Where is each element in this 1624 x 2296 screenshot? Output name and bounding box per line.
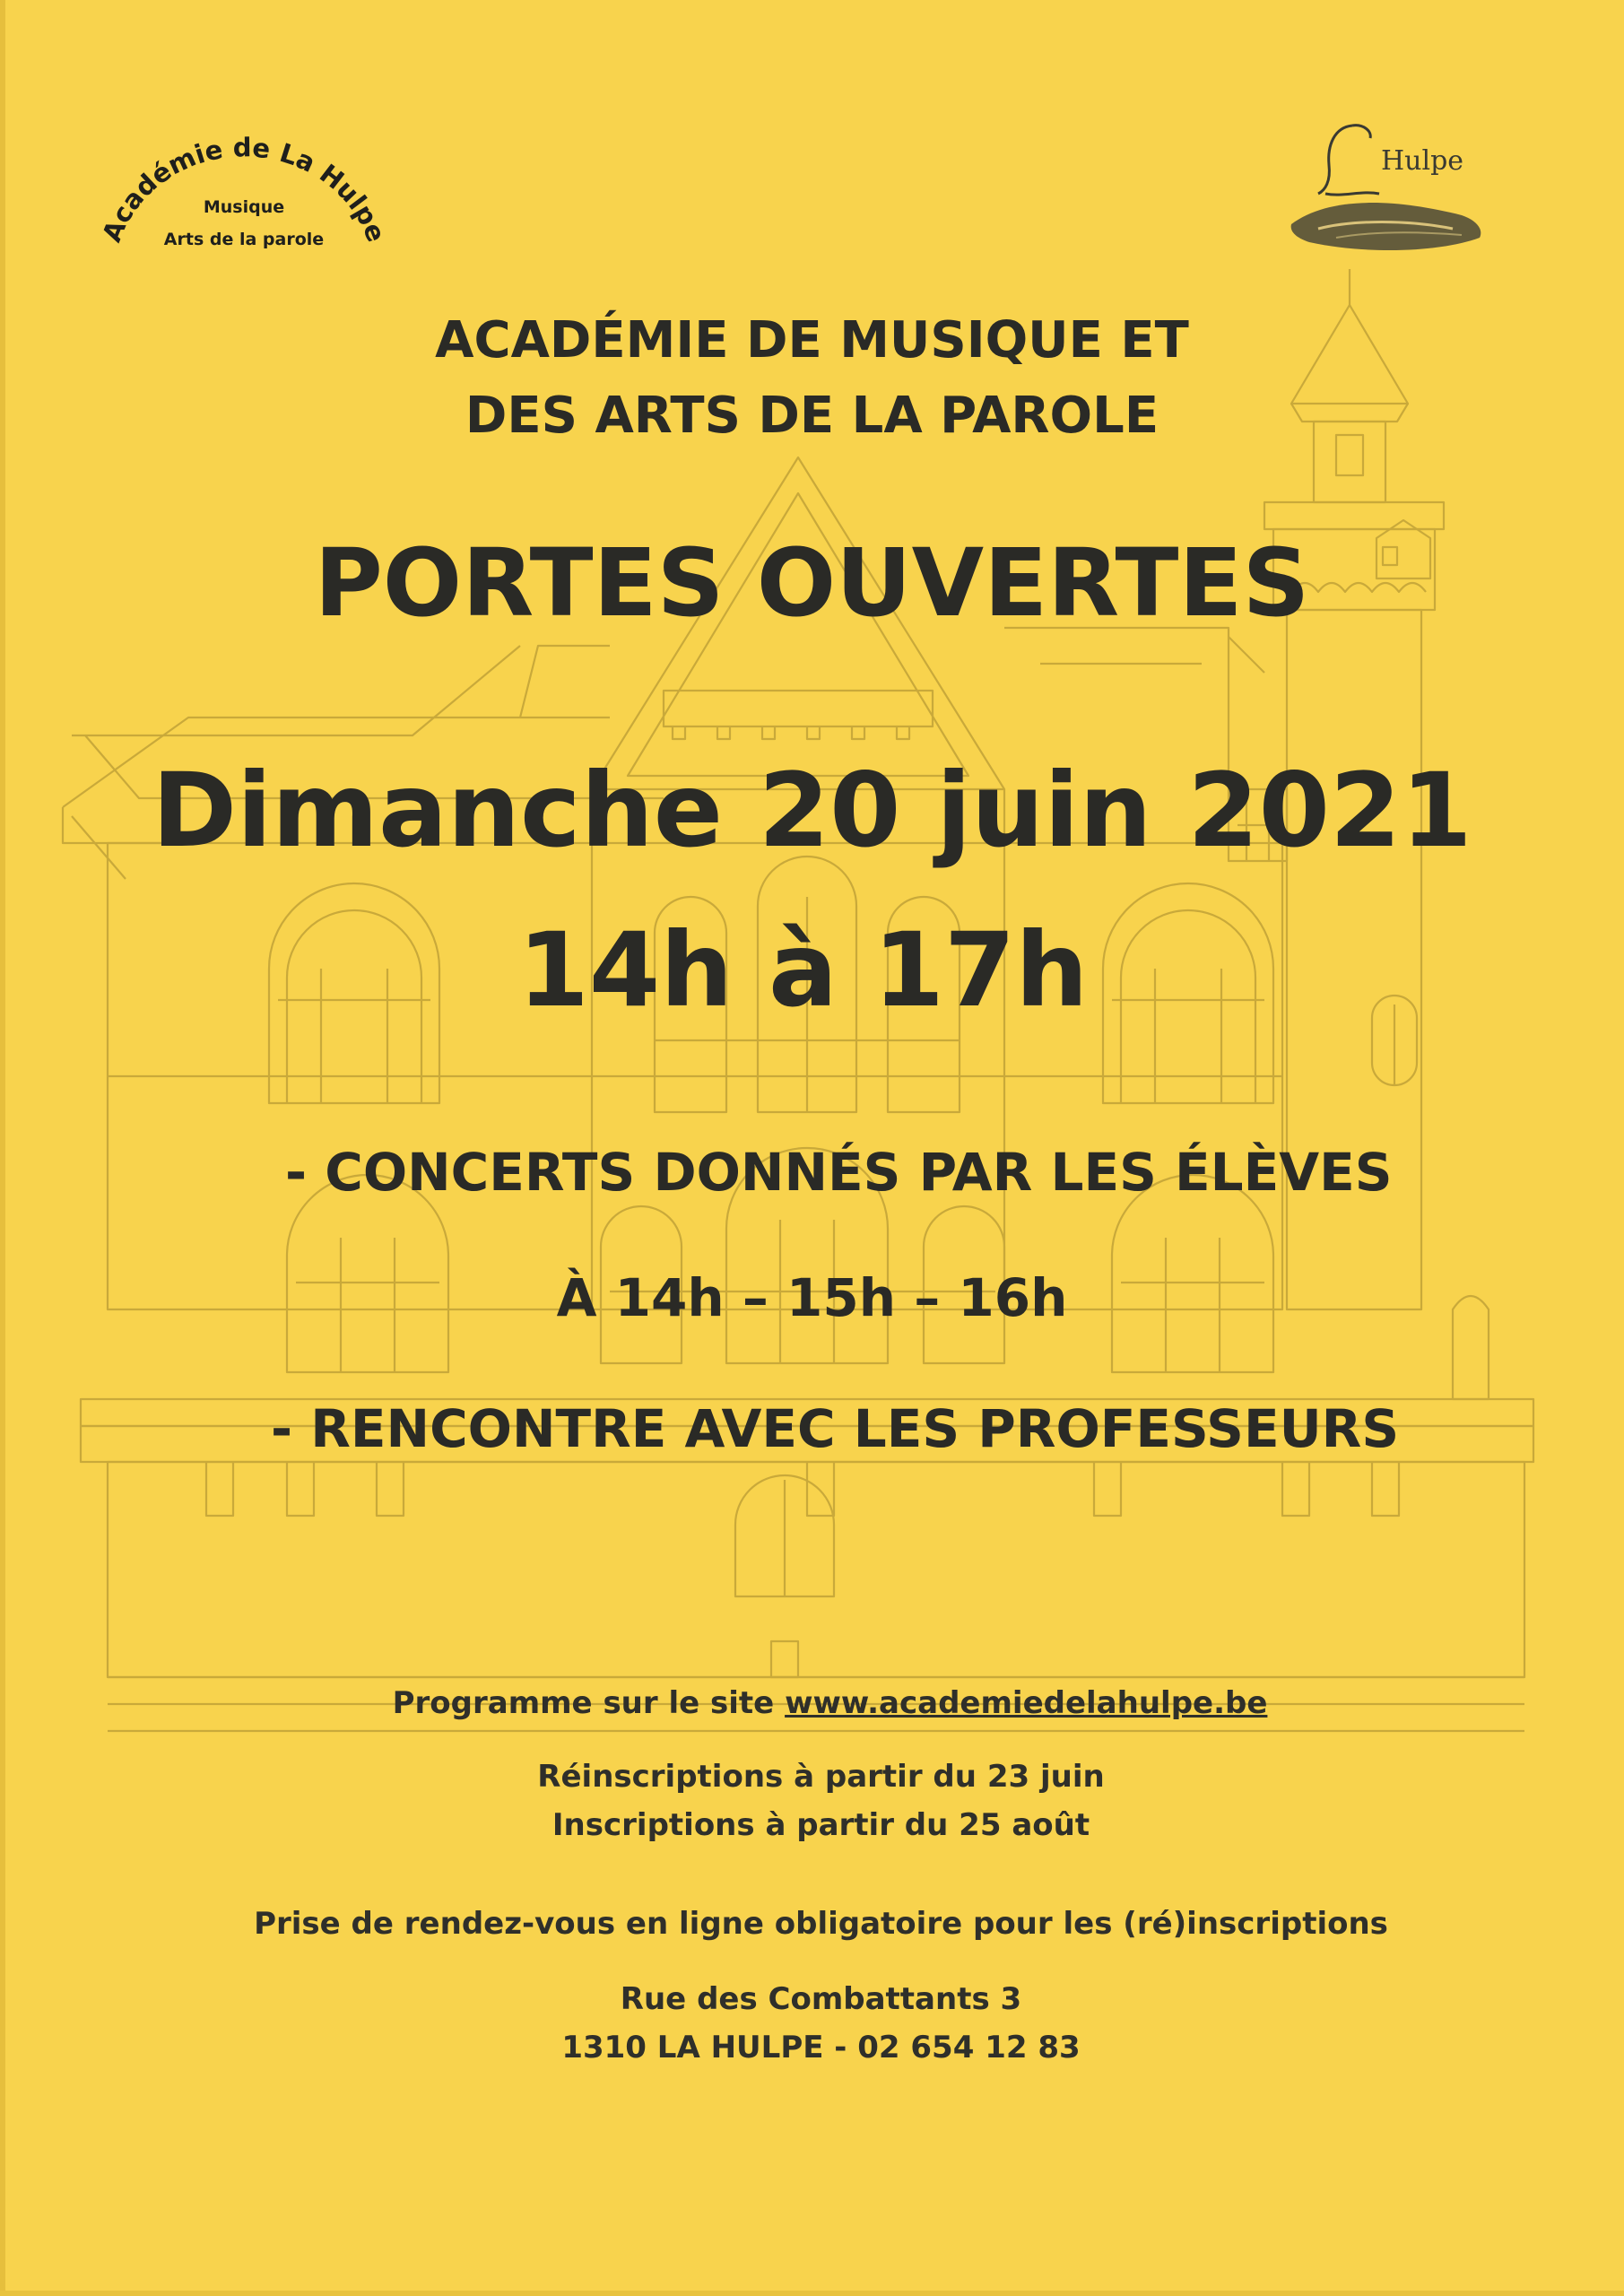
academy-heading-line2: DES ARTS DE LA PAROLE (465, 387, 1159, 445)
academy-heading-line1: ACADÉMIE DE MUSIQUE ET (435, 311, 1189, 370)
event-hours: 14h à 17h (517, 910, 1089, 1030)
address-line2: 1310 LA HULPE - 02 654 12 83 (561, 2030, 1081, 2066)
event-date: Dimanche 20 juin 2021 (152, 751, 1472, 870)
scan-edge (0, 2291, 1624, 2296)
academie-logo-arc-text: cadémie de La Hulp (105, 132, 384, 231)
event-title: PORTES OUVERTES (314, 528, 1310, 638)
inscriptions-line: Inscriptions à partir du 25 août (551, 1807, 1090, 1843)
programme-prefix: Programme sur le site (392, 1685, 786, 1721)
la-hulpe-logo-mark (1316, 118, 1381, 199)
scan-edge (0, 0, 5, 2296)
activity-concerts-times: À 14h – 15h – 16h (556, 1267, 1068, 1328)
academie-logo-line1: Musique (203, 197, 285, 217)
la-hulpe-logo (1273, 117, 1489, 260)
academie-logo (100, 99, 387, 269)
rendez-vous-line: Prise de rendez-vous en ligne obligatoire pour les (ré)inscriptions (254, 1906, 1388, 1942)
academy-heading (36, 303, 1588, 454)
la-hulpe-logo-word: Hulpe (1381, 145, 1464, 177)
programme-line (18, 1683, 1624, 1724)
academie-logo-line2: Arts de la parole (163, 230, 325, 249)
activity-concerts: - CONCERTS DONNÉS PAR LES ÉLÈVES (285, 1142, 1393, 1203)
reinscriptions-line: Réinscriptions à partir du 23 juin (537, 1759, 1105, 1795)
la-hulpe-logo-wave (1282, 188, 1489, 260)
activity-rencontre: - RENCONTRE AVEC LES PROFESSEURS (271, 1398, 1400, 1459)
programme-url-link[interactable]: www.academiedelahulpe.be (785, 1685, 1268, 1721)
address-line1: Rue des Combattants 3 (620, 1981, 1022, 2017)
